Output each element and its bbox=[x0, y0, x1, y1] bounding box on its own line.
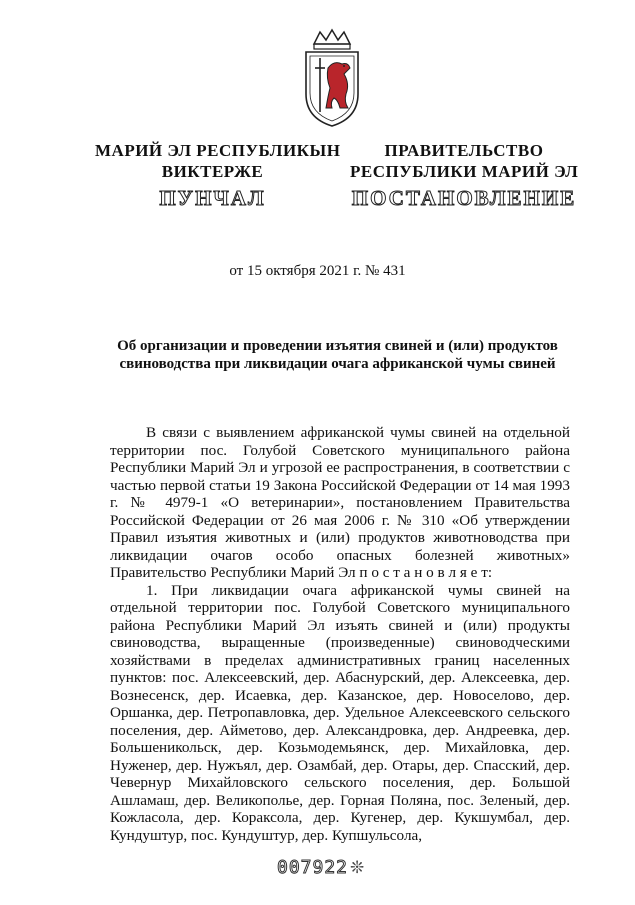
document-title-line1: Об организации и проведении изъятия свиней и (или) продуктов bbox=[117, 338, 558, 354]
header-right-title: ПОСТАНОВЛЕНИЕ bbox=[351, 186, 577, 210]
coat-of-arms-icon bbox=[300, 28, 364, 128]
header-left-line2: ВИКТЕРЖЕ bbox=[161, 162, 264, 181]
serial-number: 007922 bbox=[277, 857, 349, 878]
serial-mark-icon: ❊ bbox=[350, 858, 365, 877]
header-right-line1: ПРАВИТЕЛЬСТВО bbox=[384, 141, 544, 160]
header-right-line2: РЕСПУБЛИКИ МАРИЙ ЭЛ bbox=[350, 162, 579, 181]
document-title bbox=[95, 337, 580, 373]
document-date-number: от 15 октября 2021 г. № 431 bbox=[229, 263, 406, 279]
header-left-line1: МАРИЙ ЭЛ РЕСПУБЛИКЫН bbox=[95, 141, 341, 160]
preamble-paragraph: В связи с выявлением африканской чумы свиней на отдельной территории пос. Голубой Советского муниципального района Республики Марий Эл и угрозой ее распространения, в соответствии с частью первой статьи 19 Закона Российской Федерации от 14 мая 1993 г. № 4979-1 «О ветеринарии», постановлением Правительства Российской Федерации от 26 мая 2006 г. № 310 «Об утверждении Правил изъятия животных и (или) продуктов животноводства при ликвидации очагов особо опасных болезней животных» Правительство Республики Марий Эл п о с т а н о в л я е т: bbox=[110, 424, 570, 581]
document-title-line2: свиноводства при ликвидации очага африканской чумы свиней bbox=[119, 356, 556, 372]
header-left-title: ПУНЧАЛ bbox=[159, 186, 266, 210]
clause-1-paragraph: 1. При ликвидации очага африканской чумы свиней на отдельной территории пос. Голубой Советского муниципального района Республики Марий Эл изъять свиней и (или) продукты свиноводства, выращенные (произведенные) свиноводческими хозяйствами в пределах административных границ населенных пунктов: пос. Алексеевский, дер. Абаснурский, дер. Алексеевка, дер. Вознесенск, дер. Исаевка, дер. Казанское, дер. Новоселово, дер. Оршанка, дер. Петропавловка, дер. Удельное Алексеевского сельского поселения, дер. Айметово, дер. Александровка, дер. Андреевка, дер. Большеникольск, дер. Козьмодемьянск, дер. Михайловка, дер. Нуженер, дер. Нужъял, дер. Озамбай, дер. Отары, дер. Спасский, дер. Чевернур Михайловского сельского поселения, дер. Большой Ашламаш, дер. Великополье, дер. Горная Поляна, пос. Зеленый, дер. Кожласола, дер. Кораксола, дер. Кугенер, дер. Кукшумбал, дер. Кундуштур, пос. Кундуштур, дер. Купшульсола, bbox=[110, 581, 570, 844]
document-body bbox=[110, 424, 570, 844]
